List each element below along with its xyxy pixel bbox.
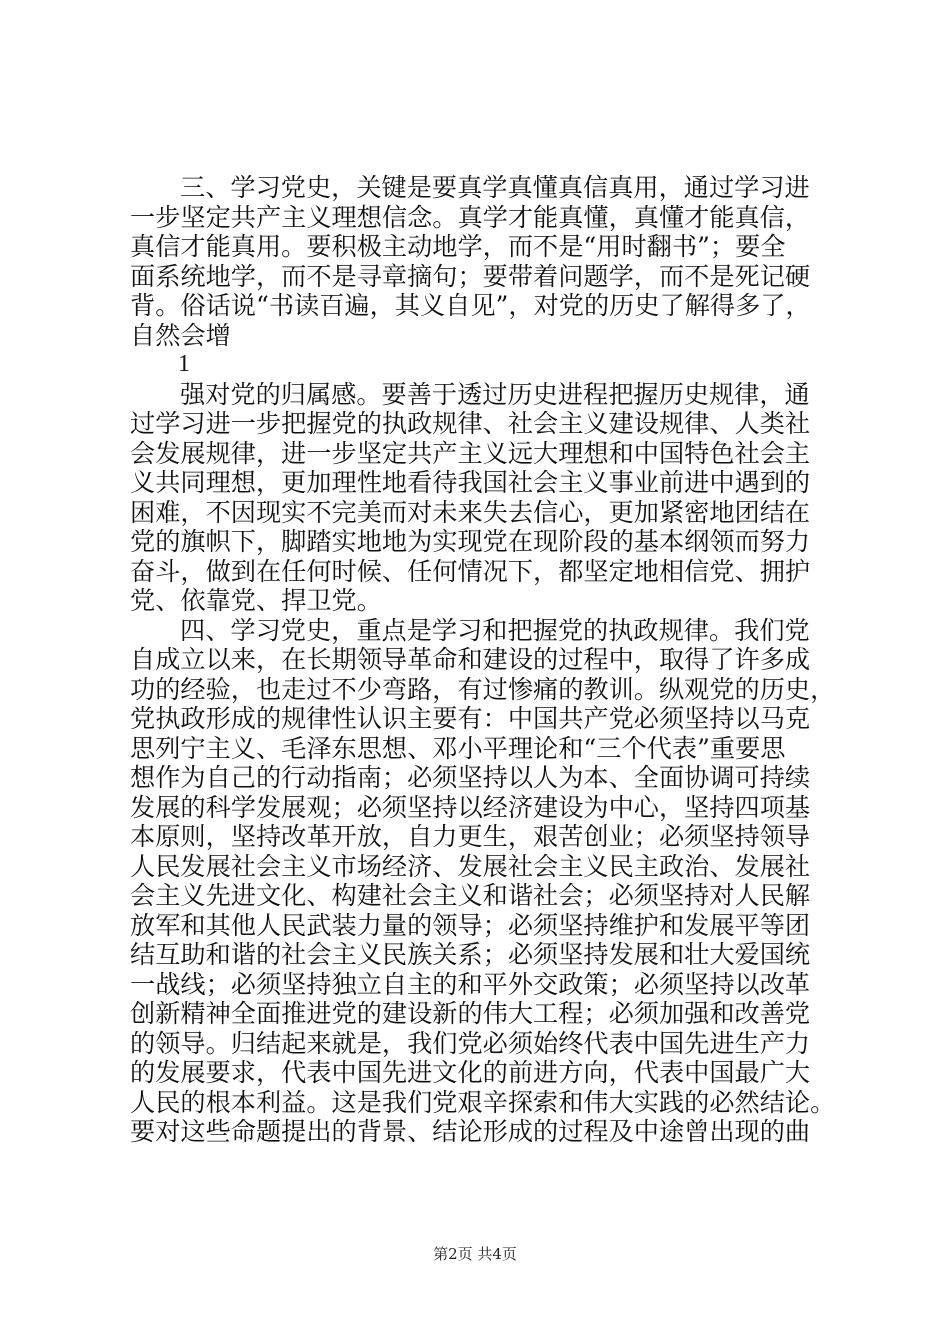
text-line: 本原则，坚持改革开放，自力更生，艰苦创业；必须坚持领导	[130, 822, 811, 851]
inline-page-number: 1	[178, 351, 190, 377]
text-line: 功的经验，也走过不少弯路，有过惨痛的教训。纵观党的历史，	[130, 674, 836, 704]
paragraph-continuation	[130, 380, 865, 616]
text-line: 背。俗话说“书读百遍，其义自见”，对党的历史了解得多了，	[130, 291, 811, 320]
text-line: 一战线；必须坚持独立自主的和平外交政策；必须坚持以改革	[130, 969, 811, 999]
text-line: 放军和其他人民武装力量的领导；必须坚持维护和发展平等团	[130, 910, 811, 940]
text-line: 自然会增	[130, 320, 231, 350]
text-line: 义共同理想，更加理性地看待我国社会主义事业前进中遇到的	[130, 468, 811, 497]
text-line: 结互助和谐的社会主义民族关系；必须坚持发展和壮大爱国统	[130, 940, 811, 969]
text-line: 会发展规律，进一步坚定共产主义远大理想和中国特色社会主	[130, 438, 811, 468]
text-line: 创新精神全面推进党的建设新的伟大工程；必须加强和改善党	[130, 999, 811, 1028]
text-line: 思列宁主义、毛泽东思想、邓小平理论和“三个代表”重要思	[130, 733, 786, 763]
text-line: 强对党的归属感。要善于透过历史进程把握历史规律，通	[180, 379, 810, 409]
text-line: 人民的根本利益。这是我们党艰辛探索和伟大实践的必然结论。	[130, 1087, 836, 1117]
text-line: 自成立以来，在长期领导革命和建设的过程中，取得了许多成	[130, 645, 811, 674]
text-line: 面系统地学，而不是寻章摘句；要带着问题学，而不是死记硬	[130, 261, 811, 291]
text-line: 的发展要求，代表中国先进文化的前进方向，代表中国最广大	[130, 1058, 811, 1087]
text-line: 困难，不因现实不完美而对未来失去信心，更加紧密地团结在	[130, 497, 811, 527]
document-body	[130, 173, 865, 1147]
text-line: 一步坚定共产主义理想信念。真学才能真懂，真懂才能真信，	[130, 202, 811, 232]
text-line: 党执政形成的规律性认识主要有：中国共产党必须坚持以马克	[130, 704, 811, 733]
text-line: 四、学习党史，重点是学习和把握党的执政规律。我们党	[180, 615, 810, 645]
text-line: 党的旗帜下，脚踏实地地为实现党在现阶段的基本纲领而努力	[130, 527, 811, 556]
text-line: 要对这些命题提出的背景、结论形成的过程及中途曾出现的曲	[130, 1117, 811, 1146]
text-line: 的领导。归结起来就是，我们党必须始终代表中国先进生产力	[130, 1028, 811, 1058]
text-line: 奋斗，做到在任何时候、任何情况下，都坚定地相信党、拥护	[130, 556, 811, 586]
text-line: 会主义先进文化、构建社会主义和谐社会；必须坚持对人民解	[130, 881, 811, 910]
text-line: 党、依靠党、捍卫党。	[130, 586, 382, 615]
text-line: 想作为自己的行动指南；必须坚持以人为本、全面协调可持续	[130, 763, 811, 792]
paragraph-section-4	[130, 616, 865, 1147]
text-line: 人民发展社会主义市场经济、发展社会主义民主政治、发展社	[130, 851, 811, 881]
text-line: 真信才能真用。要积极主动地学，而不是“用时翻书”；要全	[130, 232, 786, 261]
text-line: 过学习进一步把握党的执政规律、社会主义建设规律、人类社	[130, 409, 811, 438]
page-footer: 第2页 共4页	[433, 1245, 517, 1263]
text-line: 三、学习党史，关键是要真学真懂真信真用，通过学习进	[180, 173, 810, 202]
paragraph-section-3	[130, 173, 865, 350]
text-line: 发展的科学发展观；必须坚持以经济建设为中心，坚持四项基	[130, 792, 811, 822]
